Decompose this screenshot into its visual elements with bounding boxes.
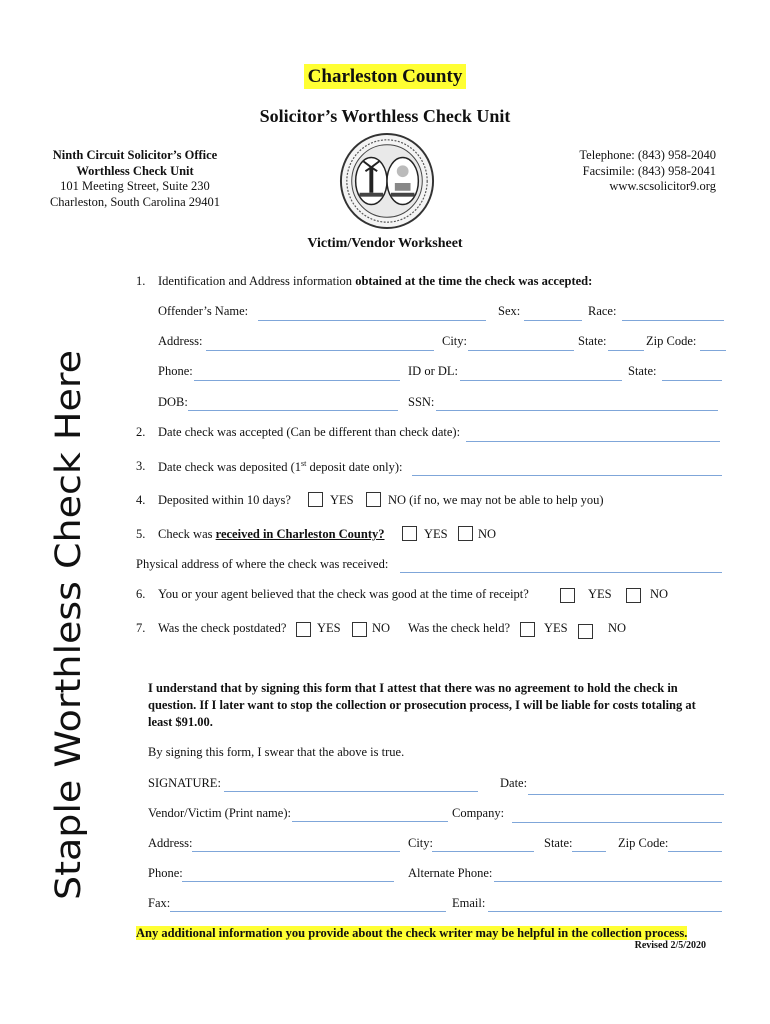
q6-number: 6.	[136, 587, 146, 601]
q7-held-no-label: NO	[608, 621, 627, 635]
q6-yes-checkbox[interactable]	[560, 588, 575, 603]
office-unit: Worthless Check Unit	[76, 163, 194, 178]
sex-label: Sex:	[498, 304, 521, 318]
q6-yes-label: YES	[588, 587, 612, 601]
race-field[interactable]	[622, 320, 724, 321]
q5-text-a: Check was	[158, 527, 216, 541]
q5-yes-checkbox[interactable]	[402, 526, 417, 541]
physical-address-label: Physical address of where the check was received:	[136, 557, 389, 571]
dob-field[interactable]	[188, 410, 398, 411]
q7-postdated-yes-label: YES	[317, 621, 341, 635]
q7-held-yes-label: YES	[544, 621, 568, 635]
q1-text-bold: obtained at the time the check was accepted:	[355, 274, 593, 288]
q7-postdated-yes-checkbox[interactable]	[296, 622, 311, 637]
q2-number: 2.	[136, 425, 146, 439]
fax-label: Fax:	[148, 896, 171, 910]
ssn-label: SSN:	[408, 395, 435, 409]
office-block	[40, 148, 230, 210]
offender-phone-label: Phone:	[158, 364, 193, 378]
dob-label: DOB:	[158, 395, 188, 409]
signer-zip-field[interactable]	[668, 851, 722, 852]
signer-state-label: State:	[544, 836, 573, 850]
signer-phone-field[interactable]	[182, 881, 394, 882]
q7-number: 7.	[136, 621, 146, 635]
offender-city-field[interactable]	[468, 350, 574, 351]
q7-held-text: Was the check held?	[408, 621, 511, 635]
q5-yes-label: YES	[424, 527, 448, 541]
attestation-text: I understand that by signing this form that I attest that there was no agreement to hold the check in question. If I later want to stop the collection or prosecution process, I will be liable for costs totaling at least $91.00.	[148, 681, 696, 729]
worksheet-title: Victim/Vendor Worksheet	[307, 236, 463, 251]
signer-address-field[interactable]	[192, 851, 400, 852]
county-title: Charleston County	[0, 66, 770, 88]
signer-zip-label: Zip Code:	[618, 836, 669, 850]
unit-title: Solicitor’s Worthless Check Unit	[259, 106, 511, 126]
company-field[interactable]	[512, 822, 722, 823]
offender-name-field[interactable]	[258, 320, 486, 321]
office-address-line2: Charleston, South Carolina 29401	[49, 194, 221, 209]
additional-info-note	[136, 926, 687, 941]
email-label: Email:	[452, 896, 486, 910]
contact-block	[540, 148, 716, 195]
offender-address-label: Address:	[158, 334, 203, 348]
offender-name-label: Offender’s Name:	[158, 304, 249, 318]
additional-info-note-text: Any additional information you provide about the check writer may be helpful in the collection process.	[136, 926, 688, 940]
q3-text-b: deposit date only):	[306, 460, 403, 475]
q1-text	[158, 274, 592, 289]
q6-no-checkbox[interactable]	[626, 588, 641, 603]
signer-city-label: City:	[408, 836, 434, 850]
id-state-field[interactable]	[662, 380, 722, 381]
physical-address-field[interactable]	[400, 572, 722, 573]
sign-date-field[interactable]	[528, 794, 724, 795]
q6-no-label: NO	[650, 587, 669, 601]
office-address-line1: 101 Meeting Street, Suite 230	[60, 179, 210, 193]
signature-field[interactable]	[224, 791, 478, 792]
q3-number: 3.	[136, 459, 146, 473]
q4-text: Deposited within 10 days?	[158, 493, 291, 507]
telephone-text: Telephone: (843) 958-2040	[579, 148, 716, 162]
q3-text	[158, 459, 403, 475]
ssn-field[interactable]	[436, 410, 718, 411]
offender-phone-field[interactable]	[194, 380, 400, 381]
date-deposited-field[interactable]	[412, 475, 722, 476]
facsimile-text: Facsimile: (843) 958-2041	[582, 163, 716, 178]
offender-city-label: City:	[442, 334, 468, 348]
signature-label: SIGNATURE:	[148, 776, 221, 790]
offender-state-label: State:	[578, 334, 607, 348]
q6-text: You or your agent believed that the check was good at the time of receipt?	[158, 587, 529, 601]
q5-text	[158, 527, 385, 542]
q7-postdated-no-label: NO	[372, 621, 391, 635]
staple-instruction	[10, 340, 98, 910]
office-name: Ninth Circuit Solicitor’s Office	[52, 148, 218, 162]
offender-state-field[interactable]	[608, 350, 644, 351]
q4-yes-label: YES	[330, 493, 354, 507]
print-name-label: Vendor/Victim (Print name):	[148, 806, 291, 820]
q4-no-label: NO (if no, we may not be able to help you)	[388, 493, 604, 507]
website-link[interactable]: www.scsolicitor9.org	[609, 179, 716, 193]
q4-no-checkbox[interactable]	[366, 492, 381, 507]
q7-text: Was the check postdated?	[158, 621, 287, 635]
q2-text: Date check was accepted (Can be different than check date):	[158, 425, 461, 439]
id-dl-field[interactable]	[460, 380, 622, 381]
signer-phone-label: Phone:	[148, 866, 183, 880]
staple-instruction-text: Staple Worthless Check Here	[49, 393, 89, 900]
q5-text-b: received in Charleston County?	[215, 527, 385, 541]
q5-number: 5.	[136, 527, 146, 541]
q4-number: 4.	[136, 493, 146, 507]
signer-state-field[interactable]	[572, 851, 606, 852]
email-field[interactable]	[488, 911, 722, 912]
company-label: Company:	[452, 806, 505, 820]
q3-text-a: Date check was deposited (1	[158, 460, 301, 475]
sex-field[interactable]	[524, 320, 582, 321]
sign-date-label: Date:	[500, 776, 528, 790]
alt-phone-label: Alternate Phone:	[408, 866, 493, 880]
south-carolina-seal-icon	[338, 132, 436, 230]
q1-number: 1.	[136, 274, 146, 288]
q5-no-label: NO	[478, 527, 497, 541]
offender-zip-label: Zip Code:	[646, 334, 697, 348]
q7-held-yes-checkbox[interactable]	[520, 622, 535, 637]
q7-held-no-checkbox[interactable]	[578, 624, 593, 639]
q7-postdated-no-checkbox[interactable]	[352, 622, 367, 637]
q5-no-checkbox[interactable]	[458, 526, 473, 541]
q4-yes-checkbox[interactable]	[308, 492, 323, 507]
date-accepted-field[interactable]	[466, 441, 720, 442]
q1-text-plain: Identification and Address information	[158, 274, 353, 288]
offender-zip-field[interactable]	[700, 350, 726, 351]
swear-text: By signing this form, I swear that the above is true.	[148, 745, 405, 759]
id-dl-label: ID or DL:	[408, 364, 458, 378]
alt-phone-field[interactable]	[494, 881, 722, 882]
fax-field[interactable]	[170, 911, 446, 912]
revised-date: Revised 2/5/2020	[634, 940, 706, 951]
q3-sup: st	[301, 459, 307, 468]
signer-city-field[interactable]	[432, 851, 534, 852]
race-label: Race:	[588, 304, 617, 318]
print-name-field[interactable]	[292, 821, 448, 822]
signer-address-label: Address:	[148, 836, 193, 850]
offender-address-field[interactable]	[206, 350, 434, 351]
id-state-label: State:	[628, 364, 657, 378]
